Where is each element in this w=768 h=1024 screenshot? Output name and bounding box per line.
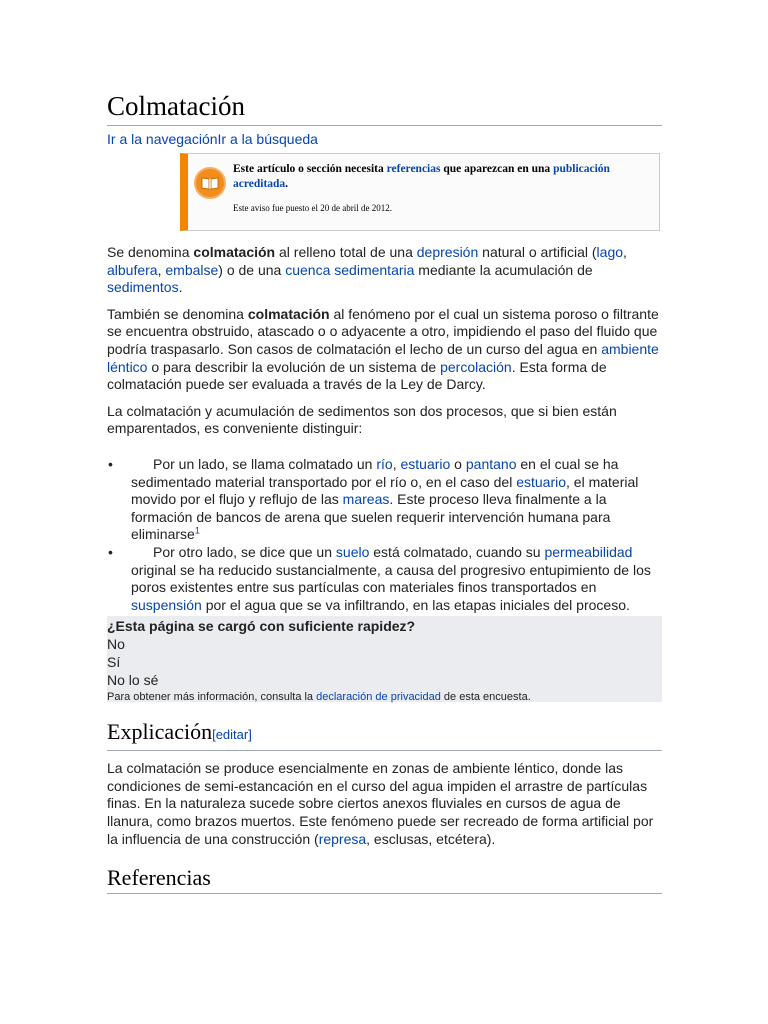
text: en el cual se ha sedimentado material transportado por el río o, en el caso del (131, 455, 619, 490)
page-title: Colmatación (107, 88, 662, 126)
text: Se denomina (107, 244, 194, 260)
text: , (623, 244, 627, 260)
text: . (178, 279, 183, 296)
text: . Esta forma de colmatación puede ser evaluada a través de la Ley de Darcy. (107, 358, 607, 393)
albufera-link[interactable]: albufera (107, 261, 158, 278)
jump-to-search-link[interactable]: Ir a la búsqueda (217, 131, 318, 147)
article (107, 88, 662, 894)
mareas-link[interactable]: mareas (342, 491, 390, 508)
book-icon (194, 167, 226, 199)
percolacion-link[interactable]: percolación (440, 358, 512, 375)
edit-section-link[interactable]: [editar] (212, 727, 252, 743)
text: al relleno total de una (275, 244, 417, 260)
text: o (450, 455, 466, 472)
notice-text-part: Este artículo o sección necesita (233, 163, 387, 175)
text: Para obtener más información, consulta la (107, 691, 317, 704)
page-speed-survey (107, 616, 662, 702)
process-list (107, 456, 662, 614)
paragraph-intro (107, 244, 662, 297)
section-heading-explicacion (107, 717, 662, 751)
reference-1-link[interactable]: 1 (194, 525, 200, 536)
estuario-link[interactable]: estuario (400, 455, 451, 472)
text: está colmatado, cuando su (369, 543, 545, 560)
text: Por un lado, se llama colmatado un (153, 455, 377, 472)
list-item (107, 544, 662, 614)
bullet: • (108, 543, 113, 560)
text: . Este proceso lleva finalmente a la formación de bancos de arena que suelen requerir intervención humana para eliminarse (131, 491, 611, 543)
referencias-link[interactable]: referencias (386, 163, 441, 175)
jump-to-navigation-link[interactable]: Ir a la navegación (107, 131, 218, 147)
survey-option-yes[interactable]: Sí (107, 654, 121, 671)
lago-link[interactable]: lago (596, 244, 624, 260)
depresion-link[interactable]: depresión (416, 244, 479, 260)
publicacion-acreditada-link[interactable]: publicación acreditada (233, 163, 610, 190)
text: ) o de una (218, 261, 286, 278)
text: natural o artificial ( (478, 244, 597, 260)
represa-link[interactable]: represa (318, 830, 367, 847)
text: Por otro lado, se dice que un (153, 543, 336, 560)
text: La colmatación se produce esencialmente en zonas de ambiente léntico, donde las condiciones de semi-estancación en el curso del agua impiden el arrastre de partículas finas. En la naturaleza sucede sobre ciertos anexos fluviales en cursos de agua de llanura, como brazos muertos. Este fenómeno puede ser recreado de forma artificial por la influencia de una construcción ( (107, 760, 654, 847)
text: de esta encuesta. (440, 691, 531, 704)
suspension-link[interactable]: suspensión (131, 596, 202, 613)
permeabilidad-link[interactable]: permeabilidad (544, 543, 633, 560)
text: original se ha reducido sustancialmente, a causa del progresivo entupimiento de los poros existentes entre sus partículas con materiales finos transportados en (131, 561, 651, 596)
bold-term: colmatación (247, 305, 330, 322)
pantano-link[interactable]: pantano (465, 455, 517, 472)
bullet: • (108, 455, 113, 472)
notice-text-part: que aparezcan en una (440, 163, 554, 175)
text: o para describir la evolución de un sistema de (147, 358, 441, 375)
embalse-link[interactable]: embalse (165, 261, 219, 278)
survey-question: ¿Esta página se cargó con suficiente rapidez? (107, 618, 416, 635)
rio-link[interactable]: río (376, 455, 393, 472)
privacy-statement-link[interactable]: declaración de privacidad (316, 691, 441, 704)
paragraph-filtration (107, 306, 662, 394)
survey-info (107, 690, 662, 704)
text: , (157, 261, 166, 278)
notice-text-part: . (285, 178, 289, 190)
estuario-link[interactable]: estuario (516, 473, 567, 490)
text: mediante la acumulación de (414, 261, 593, 278)
list-item (107, 456, 662, 544)
survey-option-no[interactable]: No (107, 636, 125, 653)
heading-text: Explicación (107, 719, 213, 745)
suelo-link[interactable]: suelo (335, 543, 370, 560)
bold-term: colmatación (193, 244, 276, 260)
survey-option-dont-know[interactable]: No lo sé (107, 672, 159, 689)
notice-date: Este aviso fue puesto el 20 de abril de 2012. (233, 203, 392, 213)
references-notice (180, 153, 660, 231)
text: , esclusas, etcétera). (366, 830, 496, 847)
text: , (392, 455, 401, 472)
text: , el material movido por el flujo y reflujo de las (131, 473, 639, 508)
section-heading-referencias: Referencias (107, 863, 662, 894)
text: También se denomina (107, 305, 248, 322)
jump-links (107, 130, 662, 148)
text: al fenómeno por el cual un sistema poroso o filtrante se encuentra obstruido, atascado o o adyacente a otro, impidiendo el paso del fluido que podría traspasarlo. Son casos de colmatación el lecho de un curso del agua en (107, 305, 659, 357)
sedimentos-link[interactable]: sedimentos (107, 279, 179, 296)
text: por el agua que se va infiltrando, en las etapas iniciales del proceso. (201, 596, 630, 613)
cuenca-sedimentaria-link[interactable]: cuenca sedimentaria (285, 261, 415, 278)
ambiente-lentico-link[interactable]: ambiente léntico (107, 340, 659, 375)
notice-message (233, 162, 653, 192)
paragraph-explicacion (107, 760, 662, 848)
paragraph-distinguish: La colmatación y acumulación de sedimentos son dos procesos, que si bien están emparentados, es conveniente distinguir: (107, 402, 617, 437)
